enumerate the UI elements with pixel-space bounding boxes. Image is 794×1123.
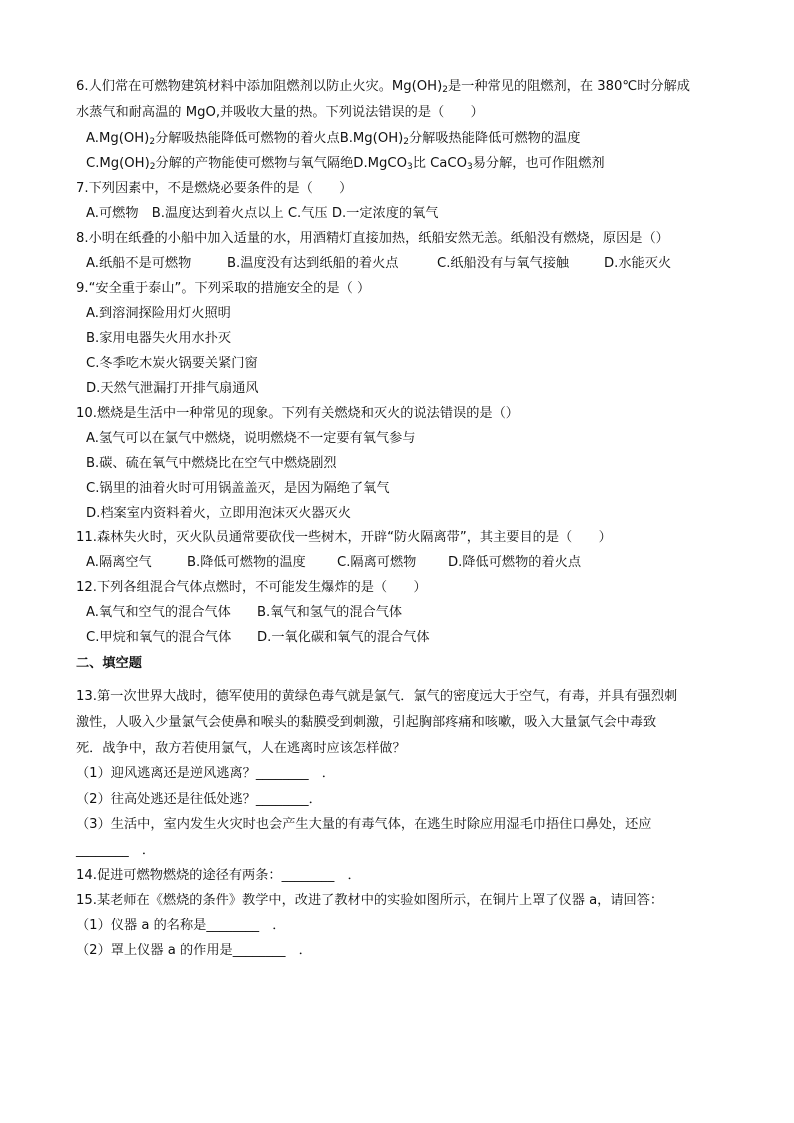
q10-option-b: B.碳、硫在氧气中燃烧比在空气中燃烧剧烈 [86,456,337,471]
subscript: 2 [149,137,156,147]
q13-sub2: （2）往高处逃还是往低处逃？________． [76,792,322,807]
q6-option-d-post: 易分解，也可作阻燃剂 [472,156,605,171]
subscript: 3 [466,162,473,172]
q9-option-b: B.家用电器失火用水扑灭 [86,331,232,346]
q6-stem-line1 [76,78,690,96]
q6-option-a-post: 分解吸热能降低可燃物的着火点 [155,131,340,146]
q9-option-d: D.天然气泄漏打开排气扇通风 [86,381,259,396]
q8-stem: 8.小明在纸叠的小船中加入适量的水，用酒精灯直接加热，纸船安然无恙。纸船没有燃烧，原因是（） [76,231,669,246]
section-title-fill-in: 二、填空题 [76,656,142,671]
q6-option-d-mid: 比 CaCO [412,156,467,171]
q9-option-c: C.冬季吃木炭火锅要关紧门窗 [86,356,258,371]
q11-option-d: D.降低可燃物的着火点 [448,555,582,570]
q6-option-b-pre: B.Mg(OH) [339,131,404,146]
q10-stem: 10.燃烧是生活中一种常见的现象。下列有关燃烧和灭火的说法错误的是（） [76,406,519,421]
q8-option-b: B.温度没有达到纸船的着火点 [227,256,399,271]
subscript: 2 [442,85,448,95]
q11-option-c: C.隔离可燃物 [337,555,417,570]
subscript: 2 [149,162,156,172]
q8-option-c: C.纸船没有与氧气接触 [437,256,570,271]
q6-options-cd [86,155,605,173]
q11-stem: 11.森林失火时，灭火队员通常要砍伐一些树木，开辟“防火隔离带”，其主要目的是（ ） [76,530,612,545]
q15-line1: 15.某老师在《燃烧的条件》教学中，改进了教材中的实验如图所示，在铜片上罩了仪器 a，请回答： [76,893,664,908]
q7-stem: 7.下列因素中，不是燃烧必要条件的是（ ） [76,181,353,196]
q13-sub3-blank: ________ ． [76,843,156,858]
q9-option-a: A.到溶洞探险用灯火照明 [86,306,231,321]
q6-stem-line2: 水蒸气和耐高温的 MgO,并吸收大量的热。下列说法错误的是（ ） [76,105,484,120]
q13-line2: 激性，人吸入少量氯气会使鼻和喉头的黏膜受到刺激，引起胸部疼痛和咳嗽，吸入大量氯气会中毒致 [76,715,657,730]
q6-option-b-post: 分解吸热能降低可燃物的温度 [409,131,581,146]
q6-option-a-pre: A.Mg(OH) [86,131,150,146]
q12-option-c: C.甲烷和氧气的混合气体 [86,630,232,645]
q13-sub3: （3）生活中，室内发生火灾时也会产生大量的有毒气体，在逃生时除应用湿毛巾捂住口鼻处，还应 [76,817,652,832]
subscript: 3 [406,162,413,172]
q6-option-c-pre: C.Mg(OH) [86,156,150,171]
q11-option-a: A.隔离空气 [86,555,152,570]
q6-stem-text-a: 6.人们常在可燃物建筑材料中添加阻燃剂以防止火灾。Mg(OH) [76,79,443,94]
q13-line1: 13.第一次世界大战时，德军使用的黄绿色毒气就是氯气．氯气的密度远大于空气，有毒，并具有强烈刺 [76,689,678,704]
q8-option-a: A.纸船不是可燃物 [86,256,192,271]
q6-stem-text-b: 是一种常见的阻燃剂，在 380℃时分解成 [447,79,690,94]
q10-option-d: D.档案室内资料着火，立即用泡沫灭火器灭火 [86,506,351,521]
q6-options-ab [86,130,580,148]
subscript: 2 [403,137,409,147]
q10-option-c: C.锅里的油着火时可用锅盖盖灭，是因为隔绝了氧气 [86,481,390,496]
q13-line3: 死．战争中，敌方若使用氯气，人在逃离时应该怎样做？ [76,741,406,756]
q9-stem: 9.“安全重于泰山”。下列采取的措施安全的是（ ） [76,281,371,296]
q11-option-b: B.降低可燃物的温度 [187,555,306,570]
q10-option-a: A.氢气可以在氯气中燃烧，说明燃烧不一定要有氧气参与 [86,431,416,446]
q15-sub2: （2）罩上仪器 a 的作用是________ ． [76,943,312,958]
q14-line: 14.促进可燃物燃烧的途径有两条：________ ． [76,868,361,883]
q13-sub1: （1）迎风逃离还是逆风逃离？________ ． [76,766,335,781]
q8-option-d: D.水能灭火 [604,256,672,271]
q12-option-a: A.氧气和空气的混合气体 [86,605,231,620]
q12-stem: 12.下列各组混合气体点燃时，不可能发生爆炸的是（ ） [76,580,427,595]
q12-option-b: B.氧气和氢气的混合气体 [257,605,403,620]
q7-options: A.可燃物 B.温度达到着火点以上 C.气压 D.一定浓度的氧气 [86,206,439,221]
q15-sub1: （1）仪器 a 的名称是________ ． [76,918,286,933]
q12-option-d: D.一氧化碳和氧气的混合气体 [257,630,430,645]
q6-option-c-post: 分解的产物能使可燃物与氧气隔绝 [155,156,354,171]
q6-option-d-pre: D.MgCO [353,156,407,171]
